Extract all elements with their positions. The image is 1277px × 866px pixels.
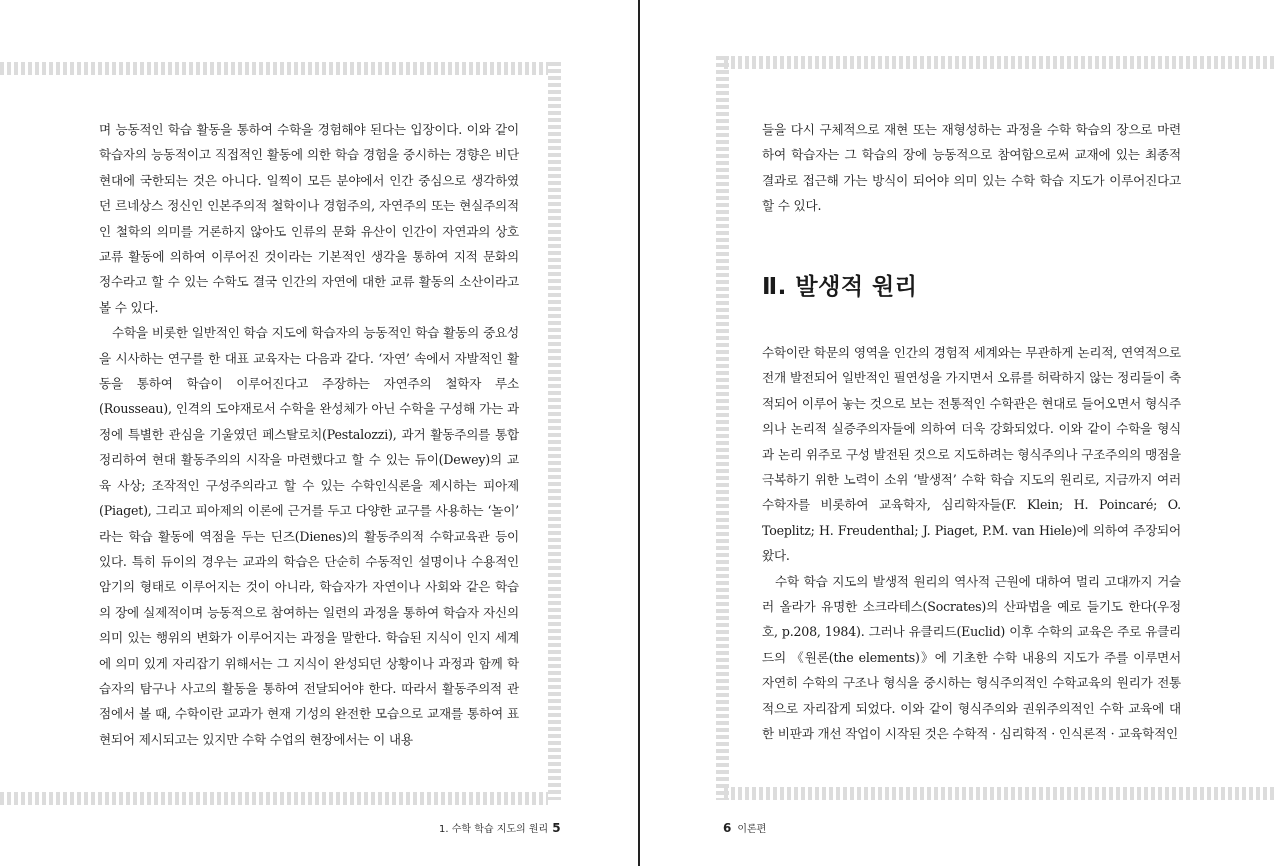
left-body-text [99,117,519,752]
right-footer-title: 이론편 [737,824,767,835]
right-bottom-frame [724,787,1277,800]
left-paragraph-2: 수학을 비롯한 일반적인 학습 지도에 학습자의 능동적인 학습 활동의 중요성을 시사하는 연구를 한 대표 교육자는 다음과 같다. ‘자연’ 속에서 자발적인 활동을 통하여 학습이 이루어진다고 주장하는 자연주의 철학자 루소(Rousseau), 인격의 도야재로서 수학을 완성체가 아닌 수학을 구성해 가는 과정에 특별한 관심을 기울였던 페스탈로치(Pestalozzi), 과거 활동주의를 통합 정리하여 현대 활동주의의 시작을 마련했다고 할 수 있는 듀이(Dewey)의 교육 사상; 조작적인 구성주의라고 할 수 있는 수학인식론을 제시하는 피아제(Piaget), 그리고 피아제의 이론에 근거를 두고 다양한 교구를 사용하는 ‘놀이’ 라는 학습 활동에 역점을 두는 딘즈(Dienes)의 활동주의적 수학교육관 등이 있다. 특히 듀이의 경우는 교과의 학습은 단순히 수동적인 설명이나 수용적인 암기의 형태로 이루어지는 것이 아니라, 학습자가 자연이나 사회와 같은 학습의 장에 실제적이며 능동적으로 참여하는 일련의 과정을 통하여 학습자 자신의 의미 있는 행위의 변화가 이루어지는 과정을 말한다. 학습된 지식이 인지 세계에 의미 있게 자리잡기 위해서는 그 지식이 완성되던 상황이나 과정과 함께 학습자의 탐구나 사고의 활동을 통하여 전달되어야 한다. 따라서 활동주의적 관점에서 볼 때, 수학이란 교과가 현재 기성의 완전한 모습으로 교재를 통하여 표현되어 제시되고는 있지만 수학 수업의 현장에서는 이 내용 [99,325,519,747]
left-top-frame [0,62,548,75]
section-heading: Ⅱ. 발생적 원리 [762,274,918,300]
left-footer [439,820,561,835]
right-footer [723,820,766,835]
right-page [640,0,1277,866]
left-page [0,0,638,866]
right-paragraph-1: 수학이란 학문의 영역을 인간의 경험적 세계와는 무관하게 논리적, 연역적으로 전개 발전되어 일반적인 필연성을 가지면서 오류를 허락하지 않는 정리들이 축적되어 이루어 놓는 것으로 보는 전통적인 수학관은 현대로 들어오면서 형식주의나 논리적 실증주의자들에 의하여 더욱 강화되었다. 이와 같이 수학을 형식과 논리 위주로 구성 발전된 것으로 지도하려는 형식주의나 구조주의의 맹점을 극복하기 위한 노력이 소위 ‘발생적’ 수학 학습 지도의 원리로, 지금까지 여러 수학자를 비롯하여 교육학자, 심리학자들(F. Klein; H. Poincaré; O. Toeplitz; H. Freudenthal; J. Piaget, P.M. van Hiele)에 의하여 주장되어 왔다. [762,345,1181,564]
right-intro-paragraph: 들을 다시 구체적으로 재현 또는 재형성하는 과정을 수학 학습의 장으로 마련하여 학습자는 그 학습의 장에 능동적으로 참여함으로써 교재에 있는 최종적 결과로 접근해 가는 방식이 되어야 의미 있는 수학 학습 지도가 이루어진다고 할 수 있다. [762,122,1181,214]
left-footer-title: 1. 수학 학습 지도의 원리 [439,824,549,835]
right-body-text [762,340,1181,747]
right-page-number: 6 [723,821,732,835]
right-side-frame [716,56,729,800]
right-paragraph-2: 수학 학습 지도의 발생적 원리의 역사적 근원에 대하여 멀리 고대까지 거슬러 올라가 유명한 소크라테스(Socrates)의 산파법을 예로 들기도 한다(우정호, p.208, 1984). 그러나 유클리드(Euclid) 이후 수학의 교육은 주로 유클리드의 《원론(the elements)》에 기초한 수학 내용의 지도가 주를 이루면서 자연히 수학의 구조나 형식을 중시하는 형식주의적인 수학교육의 원리가 전통적으로 자리잡게 되었다. 이와 같이 형식주의와 권위주의적인 수학 교육에 대한 비판과 개선 작업이 시작된 것은 수학적 · 심리학적 · 인식론적 · 교육학적인 [762,573,1181,742]
right-intro-text [762,117,1181,219]
left-side-frame [548,62,561,800]
right-top-frame [724,56,1277,69]
left-paragraph-1: 며 능동적인 학습 활동을 통하여 수학을 경험해야 된다는 입장이다. 이와 같이 학습자의 능동적이고 직접적인 활동에 의한 학습 경험을 중시하는 경향은 비단 현대에 국한되는 것은 아니다. 일찍이 모든 분야에서 인간 중심으로 생각하였던 르네상스 정신인 인본주의적 철학이나 경험주의, 자연주의 또는 현실주의적인 철학의 의미를 거론하지 않아도 인류의 문화 유산이 인간이 자연과의 상호 교류 활동에 의하여 이루어진 것이라는 기본적인 생각을 통하여 지적 문화의 정수라고 할 수 있는 수학도 결국 인간의 자연에 대한 교류 활동의 소산이라고 볼 수 있다. [99,122,519,315]
left-page-number: 5 [552,821,561,835]
left-bottom-frame [0,792,548,805]
